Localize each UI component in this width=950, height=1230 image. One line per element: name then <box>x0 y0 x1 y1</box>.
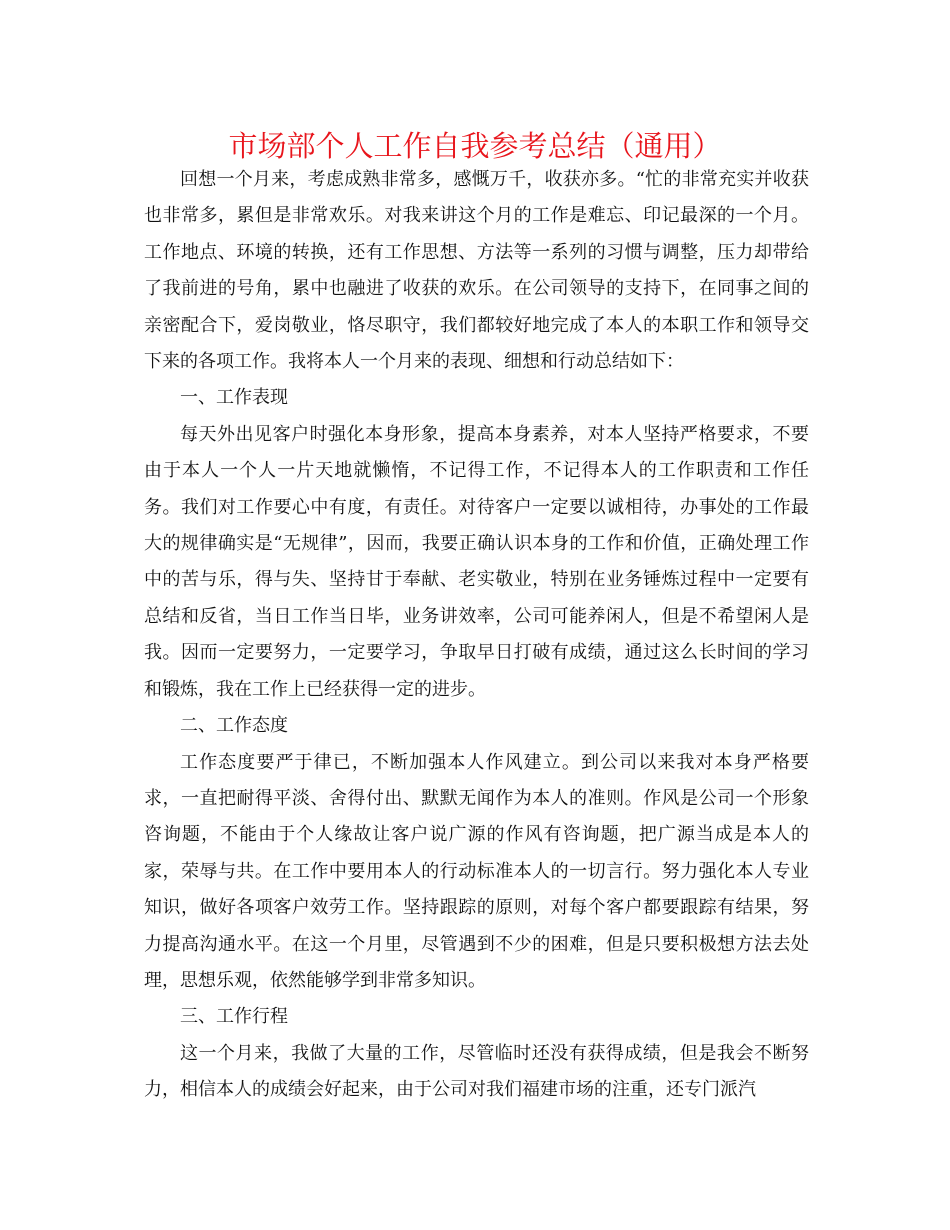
section-heading-work-schedule: 三、工作行程 <box>180 1006 288 1028</box>
document-body <box>144 162 809 1109</box>
document-title: 市场部个人工作自我参考总结（通用） <box>228 129 722 163</box>
work-attitude-paragraph: 工作态度要严于律已，不断加强本人作风建立。到公司以来我对本身严格要求，一直把耐得平淡、舍得付出、默默无闻作为本人的准则。作风是公司一个形象咨询题，不能由于个人缘故让客户说广源的作风有咨询题，把广源当成是本人的家，荣辱与共。在工作中要用本人的行动标准本人的一切言行。努力强化本人专业知识，做好各项客户效劳工作。坚持跟踪的原则，对每个客户都要跟踪有结果，努力提高沟通水平。在这一个月里，尽管遇到不少的困难，但是只要积极想方法去处理，思想乐观，依然能够学到非常多知识。 <box>144 751 809 991</box>
section-heading-work-attitude: 二、工作态度 <box>180 715 288 737</box>
section-heading-work-performance: 一、工作表现 <box>180 387 288 409</box>
intro-paragraph: 回想一个月来，考虑成熟非常多，感慨万千，收获亦多。“忙的非常充实并收获也非常多，累但是非常欢乐。对我来讲这个月的工作是难忘、印记最深的一个月。工作地点、环境的转换，还有工作思想、方法等一系列的习惯与调整，压力却带给了我前进的号角，累中也融进了收获的欢乐。在公司领导的支持下，在同事之间的亲密配合下，爱岗敬业，恪尽职守，我们都较好地完成了本人的本职工作和领导交下来的各项工作。我将本人一个月来的表现、细想和行动总结如下： <box>144 169 809 373</box>
work-performance-paragraph: 每天外出见客户时强化本身形象，提高本身素养，对本人坚持严格要求，不要由于本人一个人一片天地就懒惰，不记得工作，不记得本人的工作职责和工作任务。我们对工作要心中有度，有责任。对待客户一定要以诚相待，办事处的工作最大的规律确实是“无规律”，因而，我要正确认识本身的工作和价值，正确处理工作中的苦与乐，得与失、坚持甘于奉献、老实敬业，特别在业务锤炼过程中一定要有总结和反省，当日工作当日毕，业务讲效率，公司可能养闲人，但是不希望闲人是我。因而一定要努力，一定要学习，争取早日打破有成绩，通过这么长时间的学习和锻炼，我在工作上已经获得一定的进步。 <box>144 423 809 700</box>
work-schedule-paragraph: 这一个月来，我做了大量的工作，尽管临时还没有获得成绩，但是我会不断努力，相信本人的成绩会好起来，由于公司对我们福建市场的注重，还专门派汽 <box>144 1042 809 1101</box>
